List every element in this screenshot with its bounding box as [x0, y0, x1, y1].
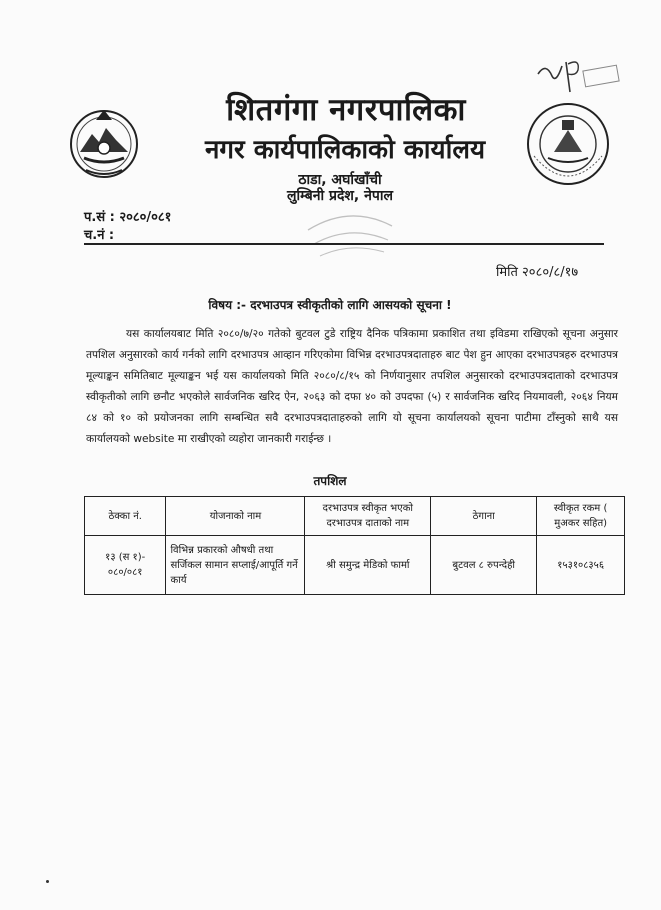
municipality-name: शितगंगा नगरपालिका	[226, 92, 466, 128]
header-address: ठेगाना	[431, 497, 537, 536]
reference-number: प.सं : २०८०/०८१	[84, 210, 172, 225]
notice-date: मिति २०८०/८/१७	[496, 265, 579, 280]
nepal-emblem-icon	[66, 104, 142, 180]
header-project-name: योजनाको नाम	[166, 497, 305, 536]
header-approved-amount: स्वीकृत रकम ( मुअकर सहित)	[537, 497, 625, 536]
signature-mark-icon	[532, 54, 622, 100]
dispatch-number: च.नं :	[84, 228, 115, 243]
header-contract-no: ठेक्का नं.	[85, 497, 166, 536]
cell-project-name: विभिन्न प्रकारको औषधी तथा सर्जिकल सामान सप्लाई/आपूर्ति गर्ने कार्य	[166, 536, 305, 595]
office-stamp-icon	[300, 200, 400, 264]
cell-contract-no: १३ (स १)- ०८०/०८१	[85, 536, 166, 595]
address-line-1: ठाडा, अर्घाखाँची	[298, 172, 382, 188]
notice-body	[86, 324, 618, 450]
cell-address: बुटवल ८ रुपन्देही	[431, 536, 537, 595]
table-header-row	[85, 497, 625, 536]
table-row	[85, 536, 625, 595]
office-name: नगर कार्यपालिकाको कार्यालय	[204, 135, 486, 165]
address-line-2: लुम्बिनी प्रदेश, नेपाल	[287, 188, 393, 204]
municipality-logo-icon	[524, 100, 612, 188]
cell-bidder-name: श्री समुन्द्र मेडिको फार्मा	[305, 536, 431, 595]
notice-body-text: यस कार्यालयबाट मिति २०८०/७/२० गतेको बुटवल टुडे राष्ट्रिय दैनिक पत्रिकामा प्रकाशित तथा इविडमा राखिएको सूचना अनुसार तपशिल अनुसारको कार्य गर्नको लागि दरभाउपत्र आव्हान गरिएकोमा विभिन्न दरभाउपत्रदाताहरु बाट पेश हुन आएका दरभाउपत्रहरु दरभाउपत्र मूल्याङ्कन समितिबाट मूल्याङ्कन भई यस कार्यालयको मिति २०८०/८/१५ को निर्णयानुसार तपशिल अनुसारको दरभाउपत्रदाताको दरभाउपत्र स्वीकृतीको लागि छनौट भएकोले सार्वजनिक खरिद ऐन, २०६३ को दफा ४० को उपदफा (५) र सार्वजनिक खरिद नियमावली, २०६४ नियम ८४ को १० को प्रयोजनका लागि सम्बन्धित सवै दरभाउपत्रदाताहरुको लागि यो सूचना कार्यालयको सूचना पाटीमा टाँस्नुको साथै यस कार्यालयको website मा राखीएको व्यहोरा जानकारी गराईन्छ ।	[86, 328, 618, 445]
schedule-title: तपशिल	[313, 474, 347, 488]
scan-speck	[46, 880, 49, 883]
header-divider	[84, 243, 604, 245]
header-bidder-name: दरभाउपत्र स्वीकृत भएको दरभाउपत्र दाताको नाम	[305, 497, 431, 536]
schedule-table	[84, 496, 625, 595]
notice-subject: विषय :- दरभाउपत्र स्वीकृतीको लागि आसयको सूचना !	[208, 298, 452, 312]
cell-approved-amount: १५३१०८३५६	[537, 536, 625, 595]
